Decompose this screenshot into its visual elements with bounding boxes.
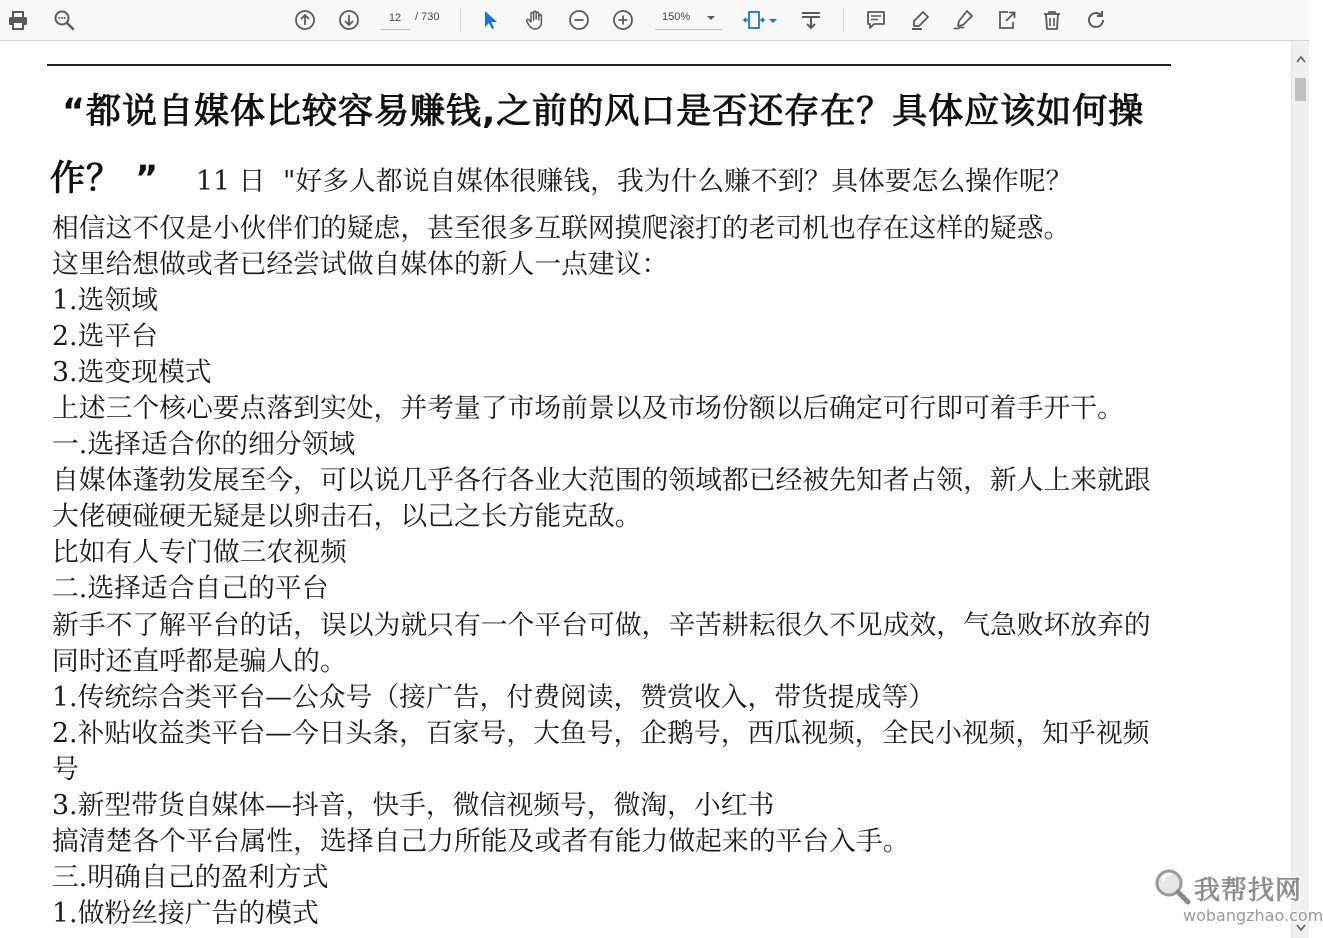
scroll-up-arrow-icon[interactable] — [1296, 55, 1306, 63]
chevron-down-icon — [769, 18, 777, 24]
body-line: 3.新型带货自媒体—抖音，快手，微信视频号，微淘，小红书 — [52, 789, 775, 821]
print-button[interactable] — [4, 6, 32, 34]
body-line: 2.选平台 — [52, 321, 158, 353]
body-line: 1.传统综合类平台—公众号（接广告，付费阅读，赞赏收入，带货提成等） — [52, 681, 936, 713]
print-icon — [7, 9, 29, 31]
chevron-down-icon — [707, 15, 715, 21]
vertical-scrollbar[interactable] — [1291, 41, 1309, 938]
fit-page-button[interactable] — [741, 6, 781, 34]
sign-button[interactable] — [949, 6, 977, 34]
body-line: 大佬硬碰硬无疑是以卵击石，以己之长方能克敌。 — [52, 501, 642, 533]
delete-button[interactable] — [1038, 6, 1066, 34]
body-line: 搞清楚各个平台属性，选择自己力所能及或者有能力做起来的平台入手。 — [52, 825, 910, 857]
body-line: 比如有人专门做三农视频 — [52, 537, 347, 569]
rotate-button[interactable] — [1082, 6, 1110, 34]
watermark-domain: wobangzhao.com — [1183, 906, 1323, 925]
body-line: 2.补贴收益类平台—今日头条，百家号，大鱼号，企鹅号，西瓜视频，全民小视频，知乎视频 — [52, 717, 1150, 749]
toolbar-divider — [460, 8, 461, 32]
body-line: 1.做粉丝接广告的模式 — [52, 897, 319, 929]
scroll-down-arrow-icon[interactable] — [1296, 924, 1306, 932]
comment-button[interactable] — [862, 6, 890, 34]
body-line: 新手不了解平台的话，误以为就只有一个平台可做，辛苦耕耘很久不见成效，气急败坏放弃的 — [52, 609, 1151, 641]
zoom-in-icon — [612, 9, 634, 31]
body-line: 二.选择适合自己的平台 — [52, 573, 329, 605]
page-number-input[interactable] — [380, 7, 410, 30]
document-title-line-2: 作？ ” — [50, 159, 160, 199]
arrow-down-circle-icon — [338, 9, 360, 31]
body-line: 一.选择适合你的细分领域 — [52, 429, 356, 461]
export-button[interactable] — [993, 6, 1021, 34]
rotate-icon — [1085, 9, 1107, 31]
body-line: 号 — [52, 753, 79, 785]
page-total-label: / 730 — [415, 11, 440, 23]
toolbar-divider — [843, 8, 844, 32]
scroll-mode-icon — [800, 9, 822, 31]
document-date: 11 日 — [196, 166, 266, 197]
body-line: 三.明确自己的盈利方式 — [52, 861, 329, 893]
scroll-mode-button[interactable] — [797, 6, 825, 34]
scrollbar-thumb[interactable] — [1295, 78, 1306, 101]
next-page-button[interactable] — [335, 6, 363, 34]
pdf-toolbar — [0, 0, 1309, 41]
comment-icon — [865, 9, 887, 31]
sign-icon — [952, 9, 974, 31]
arrow-up-circle-icon — [294, 9, 316, 31]
document-title-line-1: “都说自媒体比较容易赚钱,之前的风口是否还存在？具体应该如何操 — [62, 92, 1145, 132]
highlight-icon — [909, 9, 931, 31]
body-line: 同时还直呼都是骗人的。 — [52, 645, 347, 677]
body-line: 相信这不仅是小伙伴们的疑虑，甚至很多互联网摸爬滚打的老司机也存在这样的疑惑。 — [52, 213, 1071, 244]
zoom-out-button[interactable] — [565, 6, 593, 34]
zoom-level-dropdown[interactable] — [655, 7, 722, 30]
document-body — [52, 211, 1282, 932]
body-line: 这里给想做或者已经尝试做自媒体的新人一点建议： — [52, 249, 669, 281]
hand-tool-button[interactable] — [521, 6, 549, 34]
fit-page-icon — [743, 9, 765, 31]
watermark-brand: 我帮找网 — [1194, 876, 1303, 906]
export-icon — [996, 9, 1018, 31]
highlight-button[interactable] — [906, 6, 934, 34]
header-rule — [47, 64, 1171, 66]
trash-icon — [1041, 9, 1063, 31]
zoom-out-icon — [568, 9, 590, 31]
body-line: 3.选变现模式 — [52, 357, 212, 389]
zoom-in-button[interactable] — [609, 6, 637, 34]
select-tool-button[interactable] — [476, 6, 504, 34]
document-intro: "好多人都说自媒体很赚钱，我为什么赚不到？具体要怎么操作呢？ — [283, 166, 1073, 197]
body-line: 自媒体蓬勃发展至今，可以说几乎各行各业大范围的领域都已经被先知者占领，新人上来就跟 — [52, 465, 1151, 497]
select-cursor-icon — [480, 9, 500, 31]
magnifier-logo-icon — [1152, 866, 1192, 906]
previous-page-button[interactable] — [291, 6, 319, 34]
marquee-zoom-button[interactable] — [50, 6, 78, 34]
hand-icon — [524, 9, 546, 31]
marquee-zoom-icon — [53, 9, 75, 31]
body-line: 上述三个核心要点落到实处，并考量了市场前景以及市场份额以后确定可行即可着手开干。 — [52, 393, 1124, 425]
zoom-level-value: 150% — [662, 11, 691, 23]
body-line: 1.选领域 — [52, 285, 158, 317]
